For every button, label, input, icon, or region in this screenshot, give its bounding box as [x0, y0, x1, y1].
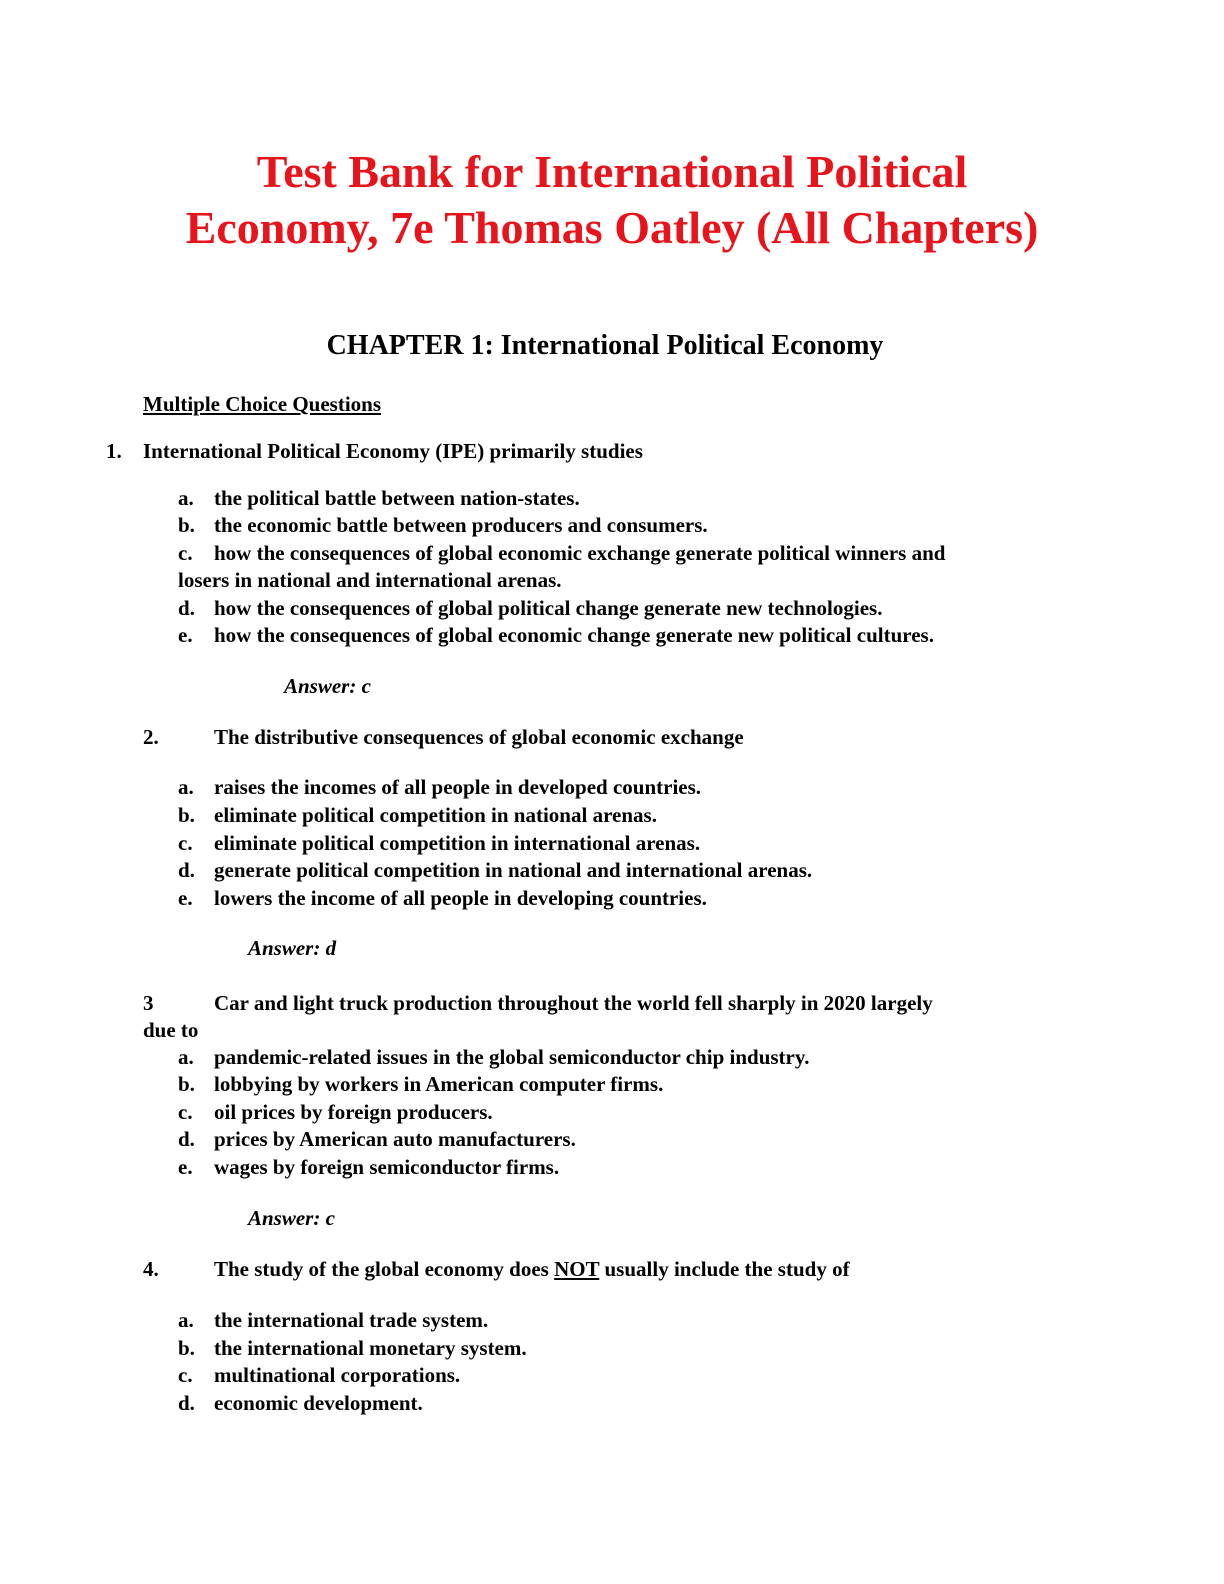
q3-option-b-letter: b.	[178, 1072, 195, 1096]
q2-option-b-letter: b.	[178, 803, 195, 827]
question-2-stem: The distributive consequences of global economic exchange	[214, 725, 744, 749]
q2-option-c-letter: c.	[178, 831, 193, 855]
question-1-answer: Answer: c	[284, 674, 371, 698]
q3-option-a-text: pandemic-related issues in the global semiconductor chip industry.	[214, 1045, 810, 1069]
q1-option-b-letter: b.	[178, 513, 195, 537]
q3-option-a-letter: a.	[178, 1045, 194, 1069]
q3-option-e-text: wages by foreign semiconductor firms.	[214, 1155, 560, 1179]
q3-option-c-text: oil prices by foreign producers.	[214, 1100, 493, 1124]
q2-option-b-text: eliminate political competition in national arenas.	[214, 803, 657, 827]
q4-option-c-letter: c.	[178, 1363, 193, 1387]
question-2-answer: Answer: d	[248, 936, 337, 960]
q2-option-d-letter: d.	[178, 858, 195, 882]
question-3-stem-continuation: due to	[143, 1018, 199, 1042]
question-4-stem-after: usually include the study of	[599, 1257, 850, 1281]
q4-option-d-letter: d.	[178, 1391, 195, 1415]
question-2-number: 2.	[143, 725, 159, 749]
chapter-heading: CHAPTER 1: International Political Economy	[326, 330, 884, 361]
section-heading: Multiple Choice Questions	[143, 392, 382, 416]
q2-option-a-text: raises the incomes of all people in developed countries.	[214, 775, 702, 799]
q1-option-e-letter: e.	[178, 623, 193, 647]
q2-option-d-text: generate political competition in national and international arenas.	[214, 858, 813, 882]
document-title-line-2: Economy, 7e Thomas Oatley (All Chapters)	[185, 202, 1039, 253]
q4-option-a-text: the international trade system.	[214, 1308, 489, 1332]
q3-option-b-text: lobbying by workers in American computer firms.	[214, 1072, 664, 1096]
q1-option-b-text: the economic battle between producers and consumers.	[214, 513, 708, 537]
q3-option-e-letter: e.	[178, 1155, 193, 1179]
q4-option-b-letter: b.	[178, 1336, 195, 1360]
q2-option-a-letter: a.	[178, 775, 194, 799]
q3-option-d-text: prices by American auto manufacturers.	[214, 1127, 576, 1151]
q1-option-e-text: how the consequences of global economic change generate new political cultures.	[214, 623, 934, 647]
q2-option-c-text: eliminate political competition in international arenas.	[214, 831, 701, 855]
document-title-line-1: Test Bank for International Political	[256, 146, 968, 197]
q1-option-a-text: the political battle between nation-states.	[214, 486, 580, 510]
q1-option-c-continuation: losers in national and international arenas.	[178, 568, 562, 592]
question-4-stem	[214, 1256, 850, 1282]
q1-option-d-text: how the consequences of global political change generate new technologies.	[214, 596, 883, 620]
q3-option-d-letter: d.	[178, 1127, 195, 1151]
q1-option-a-letter: a.	[178, 486, 194, 510]
q4-option-b-text: the international monetary system.	[214, 1336, 527, 1360]
question-3-answer: Answer: c	[248, 1206, 335, 1230]
q4-option-d-text: economic development.	[214, 1391, 423, 1415]
question-4-number: 4.	[143, 1257, 159, 1281]
question-4-stem-emphasis: NOT	[554, 1257, 600, 1281]
q3-option-c-letter: c.	[178, 1100, 193, 1124]
question-4-stem-before: The study of the global economy does	[214, 1257, 555, 1281]
q4-option-a-letter: a.	[178, 1308, 194, 1332]
q1-option-d-letter: d.	[178, 596, 195, 620]
question-3-stem: Car and light truck production throughout the world fell sharply in 2020 largely	[214, 991, 933, 1015]
question-1-number: 1.	[106, 439, 122, 463]
question-1-stem: International Political Economy (IPE) primarily studies	[143, 439, 643, 463]
q4-option-c-text: multinational corporations.	[214, 1363, 461, 1387]
q2-option-e-text: lowers the income of all people in developing countries.	[214, 886, 707, 910]
q1-option-c-letter: c.	[178, 541, 193, 565]
q1-option-c-text: how the consequences of global economic exchange generate political winners and	[214, 541, 946, 565]
question-3-number: 3	[143, 991, 154, 1015]
q2-option-e-letter: e.	[178, 886, 193, 910]
